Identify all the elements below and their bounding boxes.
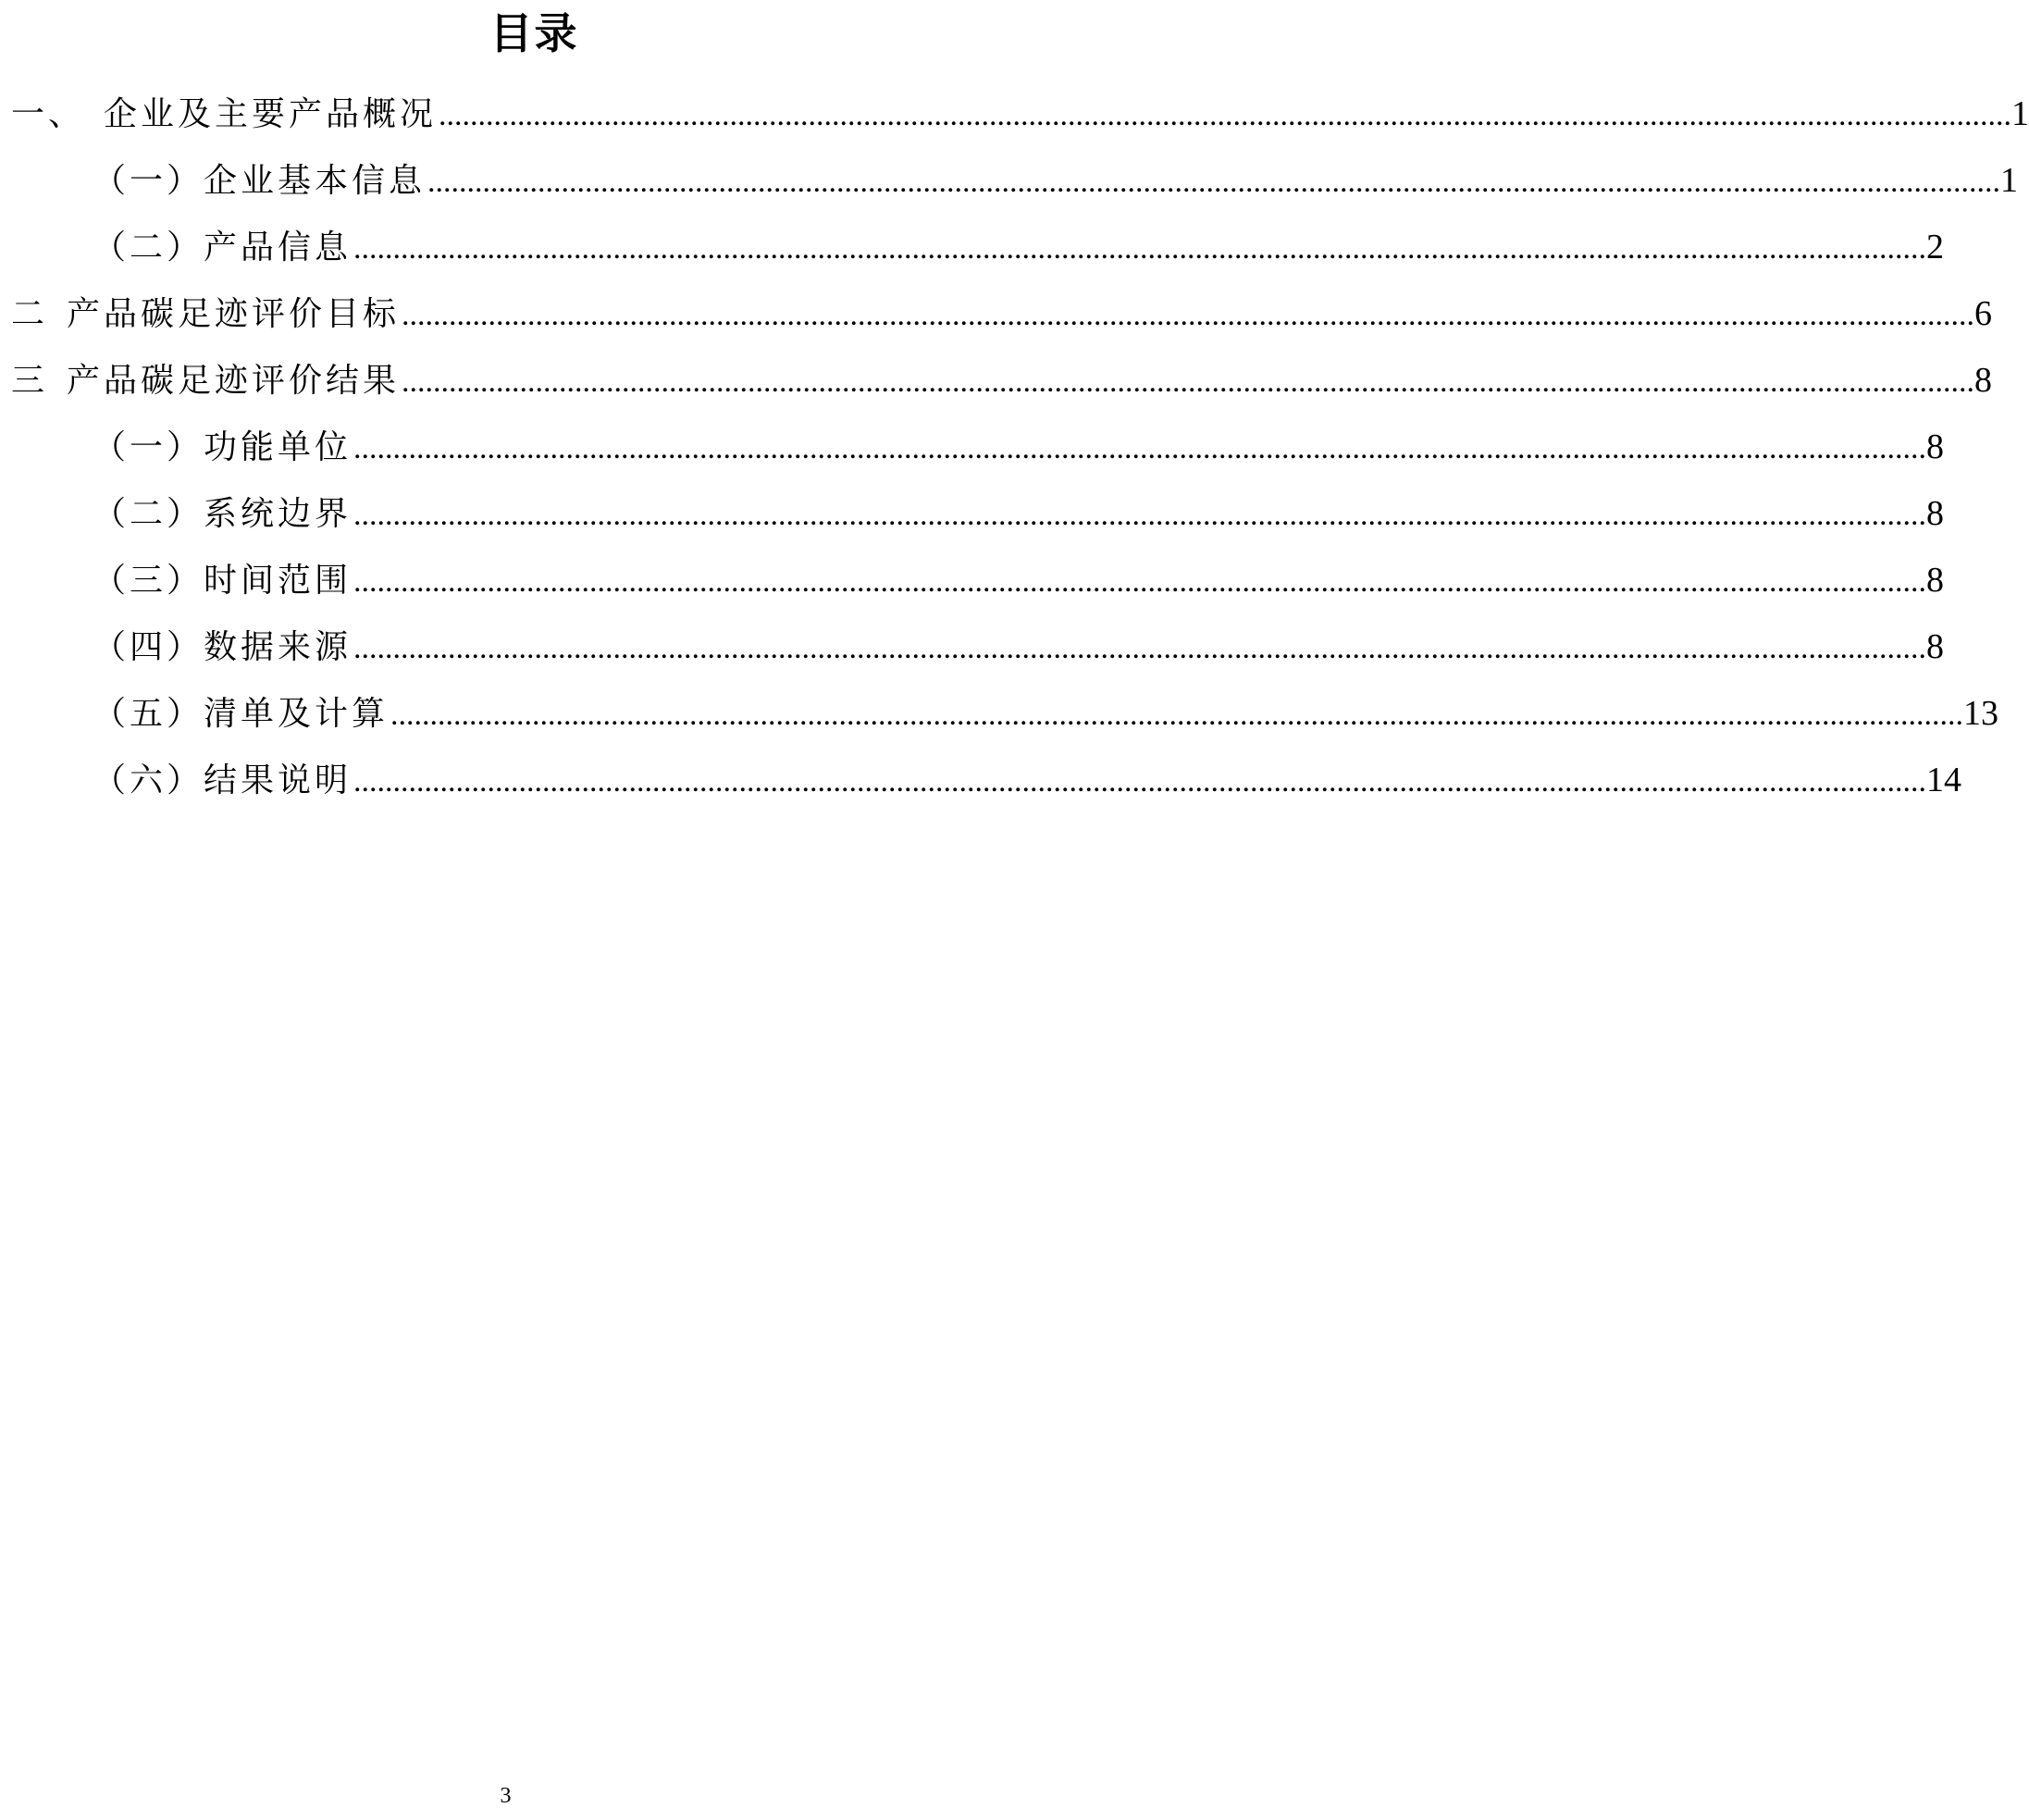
toc-entry-number: （四）: [93, 628, 204, 666]
toc-entry-text: 功能单位: [204, 428, 353, 466]
toc-entry-text: 时间范围: [204, 562, 353, 600]
toc-entry-page: 8: [1926, 561, 1945, 600]
toc-dot-leader: ........................................................................................................................................................................................................: [427, 165, 2001, 199]
toc-dot-leader: ........................................................................................................................................................................................................: [353, 564, 1927, 599]
toc-entry-number: （三）: [93, 562, 204, 600]
toc-entry-page: 13: [1963, 694, 1999, 733]
toc-entry-page: 8: [1974, 361, 1993, 400]
toc-entry[interactable]: [11, 357, 1993, 403]
toc-entry[interactable]: [11, 291, 1993, 337]
toc-entry[interactable]: [93, 490, 1945, 537]
toc-entry-number: （一）: [93, 428, 204, 466]
toc-entry-page: 8: [1926, 494, 1945, 533]
toc-entry[interactable]: [93, 157, 2019, 204]
toc-entry-page: 14: [1926, 761, 1962, 799]
toc-dot-leader: ........................................................................................................................................................................................................: [402, 365, 1975, 399]
toc-entry-text: 产品碳足迹评价目标: [67, 295, 401, 333]
toc-entry-page: 2: [1926, 228, 1945, 266]
toc-entry-text: 产品信息: [204, 229, 353, 266]
toc-entry[interactable]: [93, 690, 1999, 737]
toc-entry[interactable]: [93, 757, 1962, 803]
toc-entry-text: 企业及主要产品概况: [104, 95, 438, 133]
toc-entry[interactable]: [93, 224, 1945, 270]
toc-dot-leader: ........................................................................................................................................................................................................: [353, 231, 1927, 266]
toc-entry-number: （五）: [93, 695, 204, 733]
toc-entry[interactable]: [11, 91, 2029, 137]
toc-dot-leader: ........................................................................................................................................................................................................: [353, 431, 1927, 465]
toc-entry-page: 1: [2000, 161, 2019, 200]
toc-entry-page: 8: [1926, 627, 1945, 666]
toc-entry-text: 系统边界: [204, 495, 353, 533]
toc-dot-leader: ........................................................................................................................................................................................................: [402, 298, 1975, 332]
toc-dot-leader: ........................................................................................................................................................................................................: [390, 698, 1964, 732]
toc-entry-number: （二）: [93, 495, 204, 533]
toc-entry[interactable]: [93, 424, 1945, 470]
toc-entry-number: （六）: [93, 761, 204, 799]
toc-entry-number: （二）: [93, 229, 204, 266]
page-number: 3: [500, 1784, 512, 1808]
toc-dot-leader: ........................................................................................................................................................................................................: [353, 498, 1927, 532]
toc-entry-page: 6: [1974, 294, 1993, 333]
toc-dot-leader: ........................................................................................................................................................................................................: [353, 764, 1927, 799]
toc-entry-text: 数据来源: [204, 628, 353, 666]
toc-entry-number: （一）: [93, 162, 204, 200]
toc-entry-text: 产品碳足迹评价结果: [67, 362, 401, 400]
toc-entry-number: 一、: [11, 95, 86, 133]
toc-entry-number: 二: [11, 295, 49, 333]
toc-entry-text: 清单及计算: [204, 695, 390, 733]
toc-entry[interactable]: [93, 624, 1945, 670]
toc-entry-text: 结果说明: [204, 761, 353, 799]
toc-entry[interactable]: [93, 557, 1945, 603]
toc-entry-number: 三: [11, 362, 49, 400]
toc-entry-text: 企业基本信息: [204, 162, 427, 200]
toc-entry-page: 8: [1926, 427, 1945, 466]
toc-dot-leader: ........................................................................................................................................................................................................: [439, 98, 2012, 132]
toc-dot-leader: ........................................................................................................................................................................................................: [353, 631, 1927, 665]
toc-title: 目录: [489, 8, 579, 58]
toc-entry-page: 1: [2011, 94, 2029, 133]
